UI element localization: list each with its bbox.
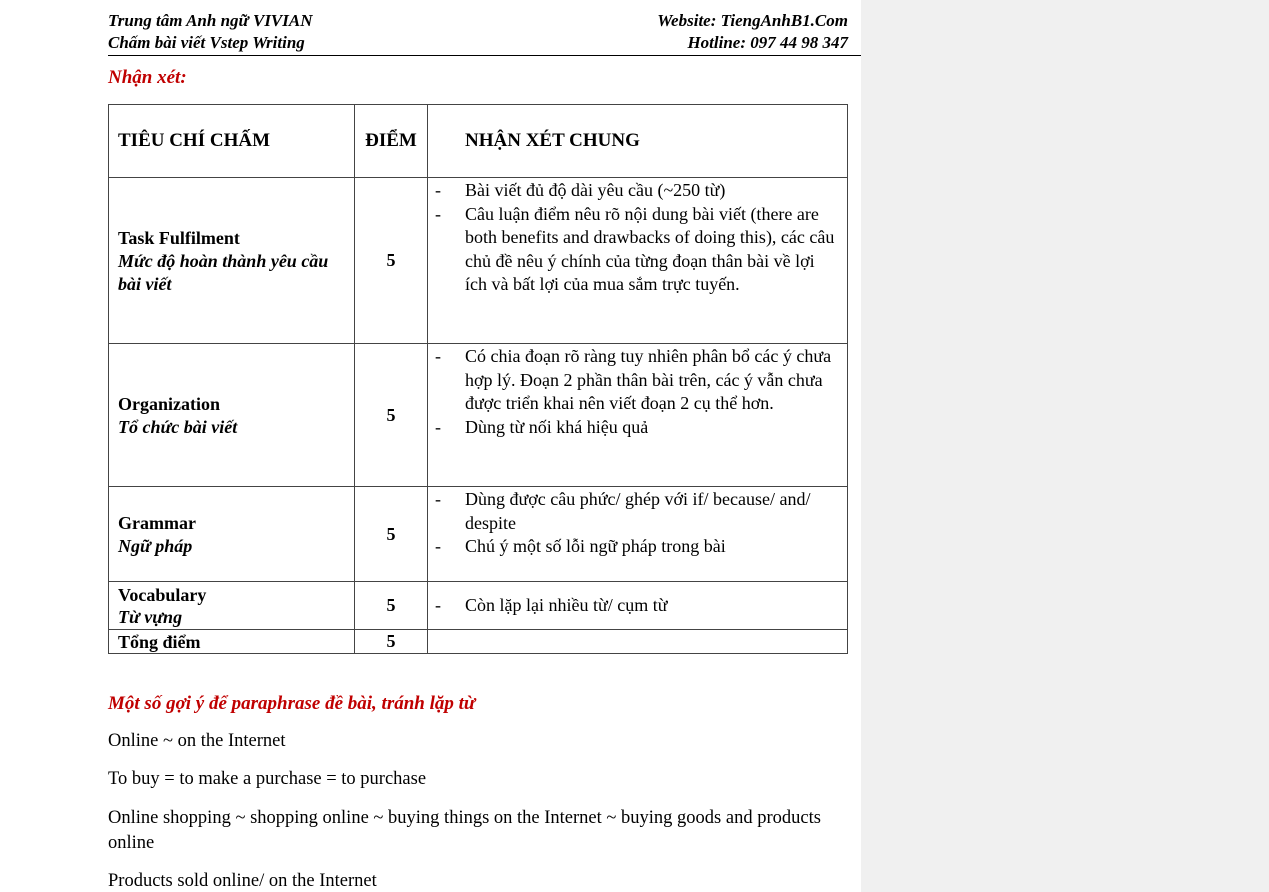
total-comment-empty: [428, 630, 848, 654]
table-header-row: [109, 105, 848, 178]
side-gray-area: [861, 0, 1269, 892]
criteria-en: Organization: [118, 393, 220, 414]
comment-item: - Dùng từ nối khá hiệu quả: [428, 416, 847, 440]
section-title: Nhận xét:: [108, 67, 187, 88]
criteria-cell: [109, 178, 355, 344]
criteria-en: Task Fulfilment: [118, 227, 240, 248]
comment-list: [428, 179, 847, 297]
header-criteria: TIÊU CHÍ CHẤM: [109, 105, 355, 178]
score-cell: 5: [355, 178, 428, 344]
comment-item: - Chú ý một số lỗi ngữ pháp trong bài: [428, 535, 847, 559]
hotline-label: Hotline: 097 44 98 347: [687, 33, 848, 52]
criteria-en: Grammar: [118, 512, 196, 533]
evaluation-table: [108, 104, 848, 654]
comment-cell: [428, 487, 848, 582]
criteria-vi: Ngữ pháp: [118, 535, 193, 556]
criteria-vi: Từ vựng: [118, 606, 183, 627]
table-row: [109, 487, 848, 582]
header-score: ĐIỂM: [355, 105, 428, 178]
paraphrase-line: Online ~ on the Internet: [108, 731, 286, 751]
comment-list: [428, 488, 847, 559]
comment-item: - Có chia đoạn rõ ràng tuy nhiên phân bổ các ý chưa hợp lý. Đoạn 2 phần thân bài trên, các ý vẫn chưa được triển khai nên viết đoạn 2 cụ thể hơn.: [428, 345, 847, 416]
comment-list: [428, 594, 847, 618]
paraphrase-line: Products sold online/ on the Internet: [108, 871, 377, 891]
comment-list: [428, 345, 847, 439]
comment-cell: [428, 178, 848, 344]
table-row: [109, 178, 848, 344]
criteria-cell: [109, 487, 355, 582]
table-row: [109, 344, 848, 487]
table-row: [109, 582, 848, 630]
total-score: 5: [355, 630, 428, 654]
score-cell: 5: [355, 344, 428, 487]
criteria-cell: [109, 344, 355, 487]
criteria-vi: Mức độ hoàn thành yêu cầu bài viết: [118, 250, 329, 294]
score-cell: 5: [355, 487, 428, 582]
header-comment: NHẬN XÉT CHUNG: [428, 105, 848, 178]
comment-cell: [428, 582, 848, 630]
criteria-cell: [109, 582, 355, 630]
comment-item: - Còn lặp lại nhiều từ/ cụm từ: [428, 594, 847, 618]
center-name: Trung tâm Anh ngữ VIVIAN: [108, 11, 313, 30]
total-row: [109, 630, 848, 654]
comment-item: - Bài viết đủ độ dài yêu cầu (~250 từ): [428, 179, 847, 203]
website-label: Website: TiengAnhB1.Com: [657, 11, 848, 30]
comment-cell: [428, 344, 848, 487]
header-divider: [108, 55, 861, 56]
comment-item: - Câu luận điểm nêu rõ nội dung bài viết (there are both benefits and drawbacks of doing this), các câu chủ đề nêu ý chính của từng đoạn thân bài về lợi ích và bất lợi của mua sắm trực tuyến.: [428, 203, 847, 297]
total-label: Tổng điểm: [109, 630, 355, 654]
comment-item: - Dùng được câu phức/ ghép với if/ because/ and/ despite: [428, 488, 847, 535]
paraphrase-line: To buy = to make a purchase = to purchase: [108, 769, 427, 789]
header-row-1: [108, 11, 848, 31]
header-row-2: [108, 33, 848, 53]
criteria-vi: Tổ chức bài viết: [118, 416, 238, 437]
paraphrase-title: Một số gợi ý để paraphrase đề bài, tránh lặp từ: [108, 693, 476, 714]
score-cell: 5: [355, 582, 428, 630]
service-name: Chấm bài viết Vstep Writing: [108, 33, 305, 52]
criteria-en: Vocabulary: [118, 584, 207, 605]
paraphrase-line: Online shopping ~ shopping online ~ buying things on the Internet ~ buying goods and products online: [108, 808, 821, 853]
